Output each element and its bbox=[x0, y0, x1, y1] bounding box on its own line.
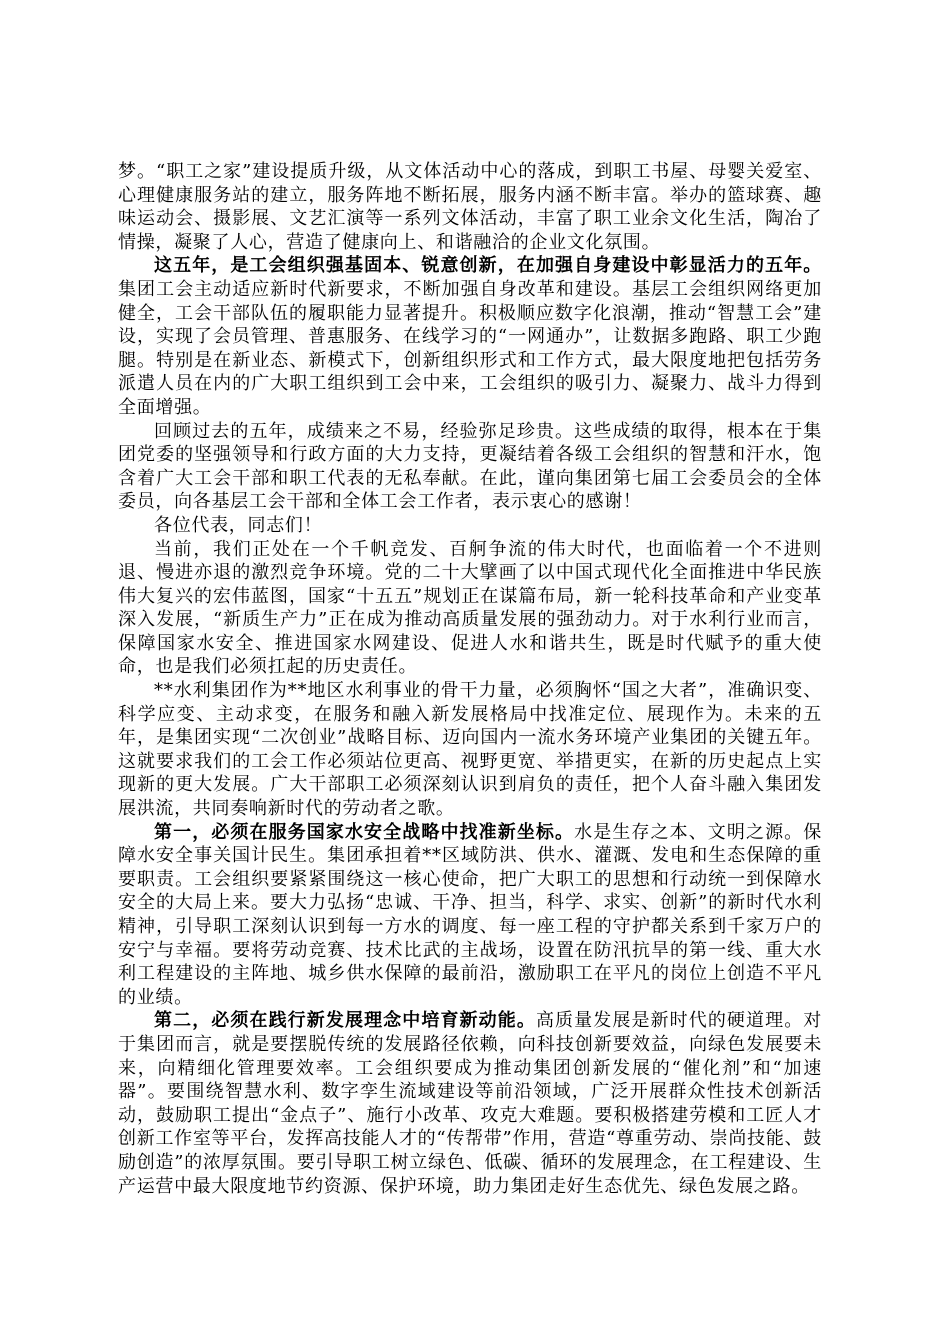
paragraph-5-text: 当前，我们正处在一个千帆竞发、百舸争流的伟大时代，也面临着一个不进则退、慢进亦退的激烈竞争环境。党的二十大擘画了以中国式现代化全面推进中华民族伟大复兴的宏伟蓝图，国家“十五五”规划正在谋篇布局，新一轮科技革命和产业变革深入发展，“新质生产力”正在成为推动高质量发展的强劲动力。对于水利行业而言，保障国家水安全、推进国家水网建设、促进人水和谐共生，既是时代赋予的重大使命，也是我们必须扛起的历史责任。 bbox=[118, 538, 822, 678]
paragraph-4-text: 各位代表，同志们！ bbox=[154, 514, 323, 536]
paragraph-1-text: 梦。“职工之家”建设提质升级，从文体活动中心的落成，到职工书屋、母婴关爱室、心理健康服务站的建立，服务阵地不断拓展，服务内涵不断丰富。举办的篮球赛、趣味运动会、摄影展、文艺汇演等一系列文体活动，丰富了职工业余文化生活，陶冶了情操，凝聚了人心，营造了健康向上、和谐融洽的企业文化氛围。 bbox=[118, 161, 822, 253]
paragraph-8 bbox=[118, 1009, 822, 1198]
paragraph-8-lead: 第二，必须在践行新发展理念中培育新动能。 bbox=[154, 1010, 536, 1032]
paragraph-7-lead: 第一，必须在服务国家水安全战略中找准新坐标。 bbox=[154, 821, 575, 843]
paragraph-1 bbox=[118, 160, 822, 254]
paragraph-7-text: 水是生存之本、文明之源。保障水安全事关国计民生。集团承担着**区域防洪、供水、灌溉、发电和生态保障的重要职责。工会组织要紧紧围绕这一核心使命，把广大职工的思想和行动统一到保障水安全的大局上来。要大力弘扬“忠诚、干净、担当，科学、求实、创新”的新时代水利精神，引导职工深刻认识到每一方水的调度、每一座工程的守护都关系到千家万户的安宁与幸福。要将劳动竞赛、技术比武的主战场，设置在防汛抗旱的第一线、重大水利工程建设的主阵地、城乡供水保障的最前沿，激励职工在平凡的岗位上创造不平凡的业绩。 bbox=[118, 821, 822, 1008]
paragraph-2-text: 集团工会主动适应新时代新要求，不断加强自身改革和建设。基层工会组织网络更加健全，工会干部队伍的履职能力显著提升。积极顺应数字化浪潮，推动“智慧工会”建设，实现了会员管理、普惠服务、在线学习的“一网通办”，让数据多跑路、职工少跑腿。特别是在新业态、新模式下，创新组织形式和工作方式，最大限度地把包括劳务派遣人员在内的广大职工组织到工会中来，工会组织的吸引力、凝聚力、战斗力得到全面增强。 bbox=[118, 278, 822, 418]
paragraph-2-lead: 这五年，是工会组织强基固本、锐意创新，在加强自身建设中彰显活力的五年。 bbox=[154, 255, 822, 277]
paragraph-7 bbox=[118, 821, 822, 1010]
paragraph-3-text: 回顾过去的五年，成绩来之不易，经验弥足珍贵。这些成绩的取得，根本在于集团党委的坚强领导和行政方面的大力支持，更凝结着各级工会组织的智慧和汗水，饱含着广大工会干部和职工代表的无私奉献。在此，谨向集团第七届工会委员会的全体委员，向各基层工会干部和全体工会工作者，表示衷心的感谢！ bbox=[118, 420, 822, 513]
paragraph-8-text: 高质量发展是新时代的硬道理。对于集团而言，就是要摆脱传统的发展路径依赖，向科技创新要效益，向绿色发展要未来，向精细化管理要效率。工会组织要成为推动集团创新发展的“催化剂”和“加速器”。要围绕智慧水利、数字孪生流域建设等前沿领域，广泛开展群众性技术创新活动，鼓励职工提出“金点子”、施行小改革、攻克大难题。要积极搭建劳模和工匠人才创新工作室等平台，发挥高技能人才的“传帮带”作用，营造“尊重劳动、崇尚技能、鼓励创造”的浓厚氛围。要引导职工树立绿色、低碳、循环的发展理念，在工程建设、生产运营中最大限度地节约资源、保护环境，助力集团走好生态优先、绿色发展之路。 bbox=[118, 1010, 823, 1197]
paragraph-4 bbox=[118, 514, 822, 538]
paragraph-3 bbox=[118, 420, 822, 514]
paragraph-5 bbox=[118, 538, 822, 680]
paragraph-6-text: **水利集团作为**地区水利事业的骨干力量，必须胸怀“国之大者”，准确识变、科学应变、主动求变，在服务和融入新发展格局中找准定位、展现作为。未来的五年，是集团实现“二次创业”战略目标、迈向国内一流水务环境产业集团的关键五年。这就要求我们的工会工作必须站位更高、视野更宽、举措更实，在新的历史起点上实现新的更大发展。广大干部职工必须深刻认识到肩负的责任，把个人奋斗融入集团发展洪流，共同奏响新时代的劳动者之歌。 bbox=[118, 680, 822, 820]
paragraph-6 bbox=[118, 679, 822, 821]
paragraph-2 bbox=[118, 254, 822, 419]
document-body bbox=[118, 160, 822, 1198]
